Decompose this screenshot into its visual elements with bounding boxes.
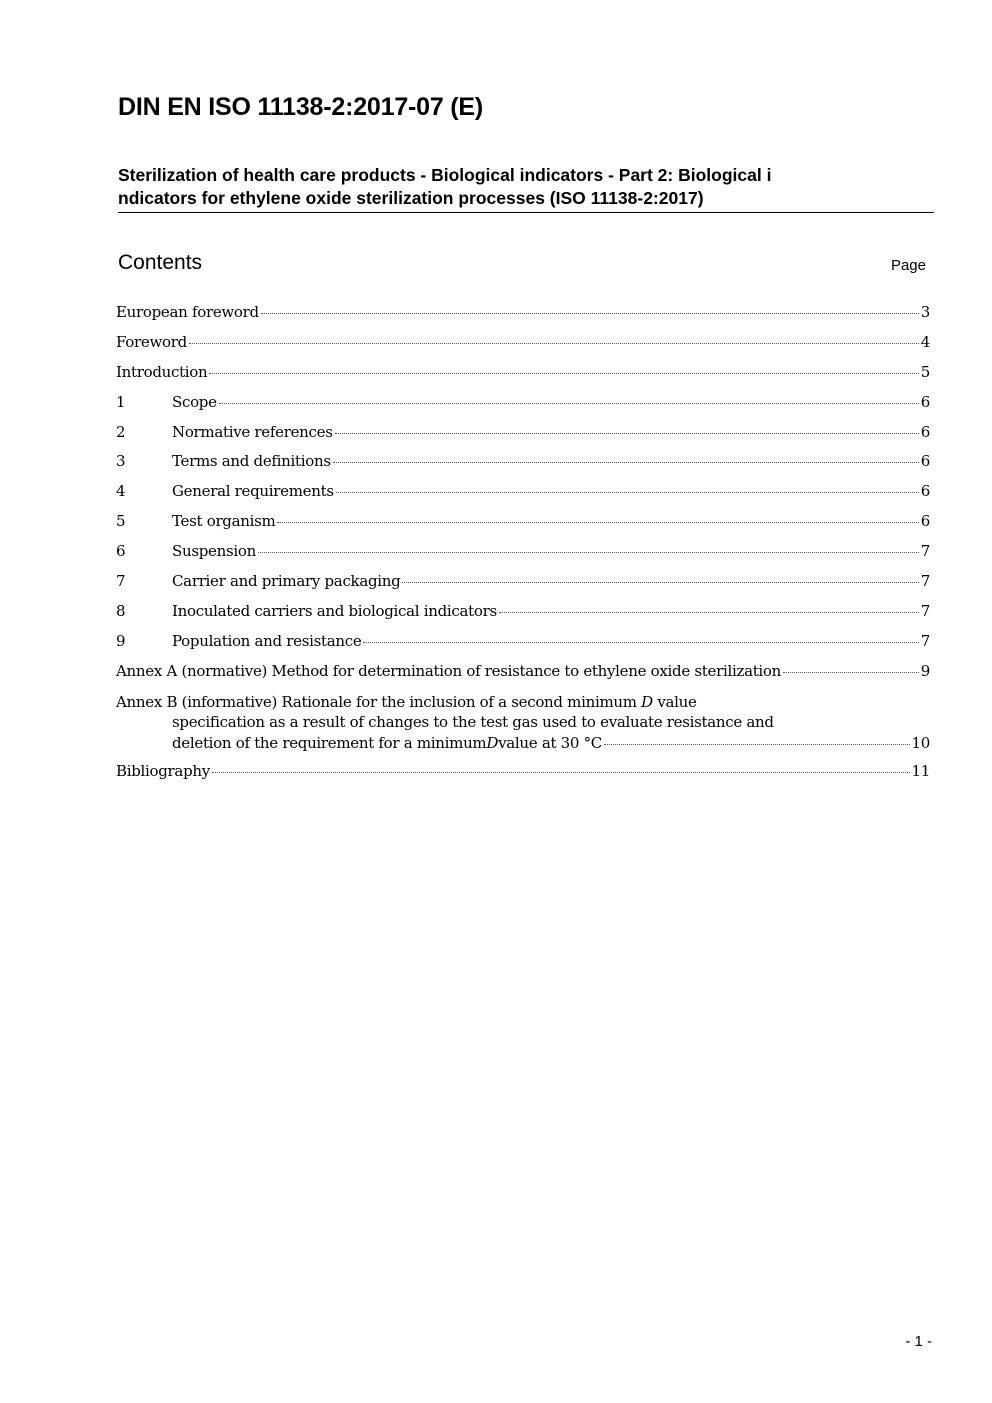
toc-entry-number: 8 xyxy=(116,601,126,620)
toc-entry-annex-b[interactable] xyxy=(116,692,930,754)
toc-entry-page: 6 xyxy=(920,512,930,531)
toc-entry[interactable] xyxy=(116,423,930,453)
toc-leader xyxy=(783,672,919,673)
annex-b-line1-b: value xyxy=(652,692,697,711)
annex-b-line3-b: value at 30 °C xyxy=(498,733,602,752)
annex-b-page: 10 xyxy=(911,733,930,752)
toc-entry-number: 1 xyxy=(116,392,126,411)
toc-entry-number: 4 xyxy=(116,482,126,501)
toc-leader xyxy=(499,612,919,613)
toc-entry-title: Scope xyxy=(172,392,217,411)
page-column-heading: Page xyxy=(890,257,926,274)
toc-entry[interactable] xyxy=(116,303,930,333)
toc-entry-title: Annex A (normative) Method for determination of resistance to ethylene oxide sterilization xyxy=(116,661,782,680)
toc-leader xyxy=(212,772,910,773)
subtitle-line-1: Sterilization of health care products - Biological indicators - Part 2: Biological i xyxy=(118,165,772,185)
toc-entry-title: Test organism xyxy=(172,512,276,531)
toc-leader xyxy=(604,744,910,745)
toc-entry-page: 7 xyxy=(920,572,930,591)
toc-entry-number: 2 xyxy=(116,422,126,441)
toc-leader xyxy=(189,343,919,344)
toc-entry-number: 9 xyxy=(116,631,126,650)
toc-entry-page: 7 xyxy=(920,542,930,561)
toc-entry[interactable] xyxy=(116,452,930,482)
toc-entry-page: 7 xyxy=(920,601,930,620)
document-subtitle xyxy=(118,164,934,213)
toc-entry-page: 6 xyxy=(920,392,930,411)
toc-entry[interactable] xyxy=(116,662,930,692)
toc-leader xyxy=(209,373,918,374)
toc-entry-page: 5 xyxy=(920,362,930,381)
toc-entry-page: 6 xyxy=(920,422,930,441)
toc-leader xyxy=(219,403,919,404)
toc-entry[interactable] xyxy=(116,363,930,393)
toc-entries xyxy=(116,303,930,692)
toc-entry-title: Normative references xyxy=(172,422,333,441)
toc-entry[interactable] xyxy=(116,512,930,542)
toc-leader xyxy=(336,492,919,493)
toc-entry-number: 5 xyxy=(116,512,126,531)
annex-b-line2: specification as a result of changes to the test gas used to evaluate resistance and xyxy=(172,713,774,732)
annex-b-d-symbol-2: D xyxy=(486,733,499,752)
toc-entry-title: Carrier and primary packaging xyxy=(172,572,401,591)
toc-entry-page: 3 xyxy=(920,303,930,321)
toc-entry-page: 6 xyxy=(920,452,930,471)
toc-entry-number: 3 xyxy=(116,452,126,471)
toc-entry-title: Bibliography xyxy=(116,762,210,781)
toc-leader xyxy=(261,313,919,314)
toc-entry[interactable] xyxy=(116,572,930,602)
toc-entry[interactable] xyxy=(116,542,930,572)
toc-entry-title: Suspension xyxy=(172,542,256,561)
toc-entry-title: General requirements xyxy=(172,482,334,501)
toc-entry[interactable] xyxy=(116,482,930,512)
annex-b-d-symbol: D xyxy=(641,692,653,711)
toc-leader xyxy=(363,642,918,643)
toc-entry-number: 6 xyxy=(116,542,126,561)
table-of-contents xyxy=(116,303,930,792)
toc-leader xyxy=(258,552,919,553)
toc-entry-page: 7 xyxy=(920,631,930,650)
toc-entry[interactable] xyxy=(116,602,930,632)
toc-entry[interactable] xyxy=(116,333,930,363)
toc-entry-title: Inoculated carriers and biological indicators xyxy=(172,601,497,620)
toc-leader xyxy=(277,522,918,523)
annex-b-line1-a: Annex B (informative) Rationale for the inclusion of a second minimum xyxy=(116,692,642,711)
toc-entry[interactable] xyxy=(116,393,930,423)
subtitle-line-2: ndicators for ethylene oxide sterilization processes (ISO 11138-2:2017) xyxy=(118,188,704,208)
toc-entry-page: 6 xyxy=(920,482,930,501)
toc-entry-title: Foreword xyxy=(116,332,187,351)
toc-entry-page: 4 xyxy=(920,332,930,351)
toc-entry-number: 7 xyxy=(116,572,126,591)
contents-heading: Contents xyxy=(118,251,203,274)
toc-entry-page: 9 xyxy=(920,661,930,680)
toc-leader xyxy=(335,433,919,434)
toc-entry-bibliography[interactable] xyxy=(116,762,930,792)
toc-entry-title: Introduction xyxy=(116,362,208,381)
toc-entry-title: Population and resistance xyxy=(172,631,362,650)
annex-b-line3-a: deletion of the requirement for a minimum xyxy=(172,733,487,752)
toc-entry-title: European foreword xyxy=(116,303,259,321)
toc-leader xyxy=(333,462,919,463)
page-number: - 1 - xyxy=(905,1333,932,1350)
toc-leader xyxy=(402,582,918,583)
document-id: DIN EN ISO 11138-2:2017-07 (E) xyxy=(118,93,484,121)
toc-entry-page: 11 xyxy=(911,762,930,781)
toc-entry-title: Terms and definitions xyxy=(172,452,331,471)
toc-entry[interactable] xyxy=(116,632,930,662)
